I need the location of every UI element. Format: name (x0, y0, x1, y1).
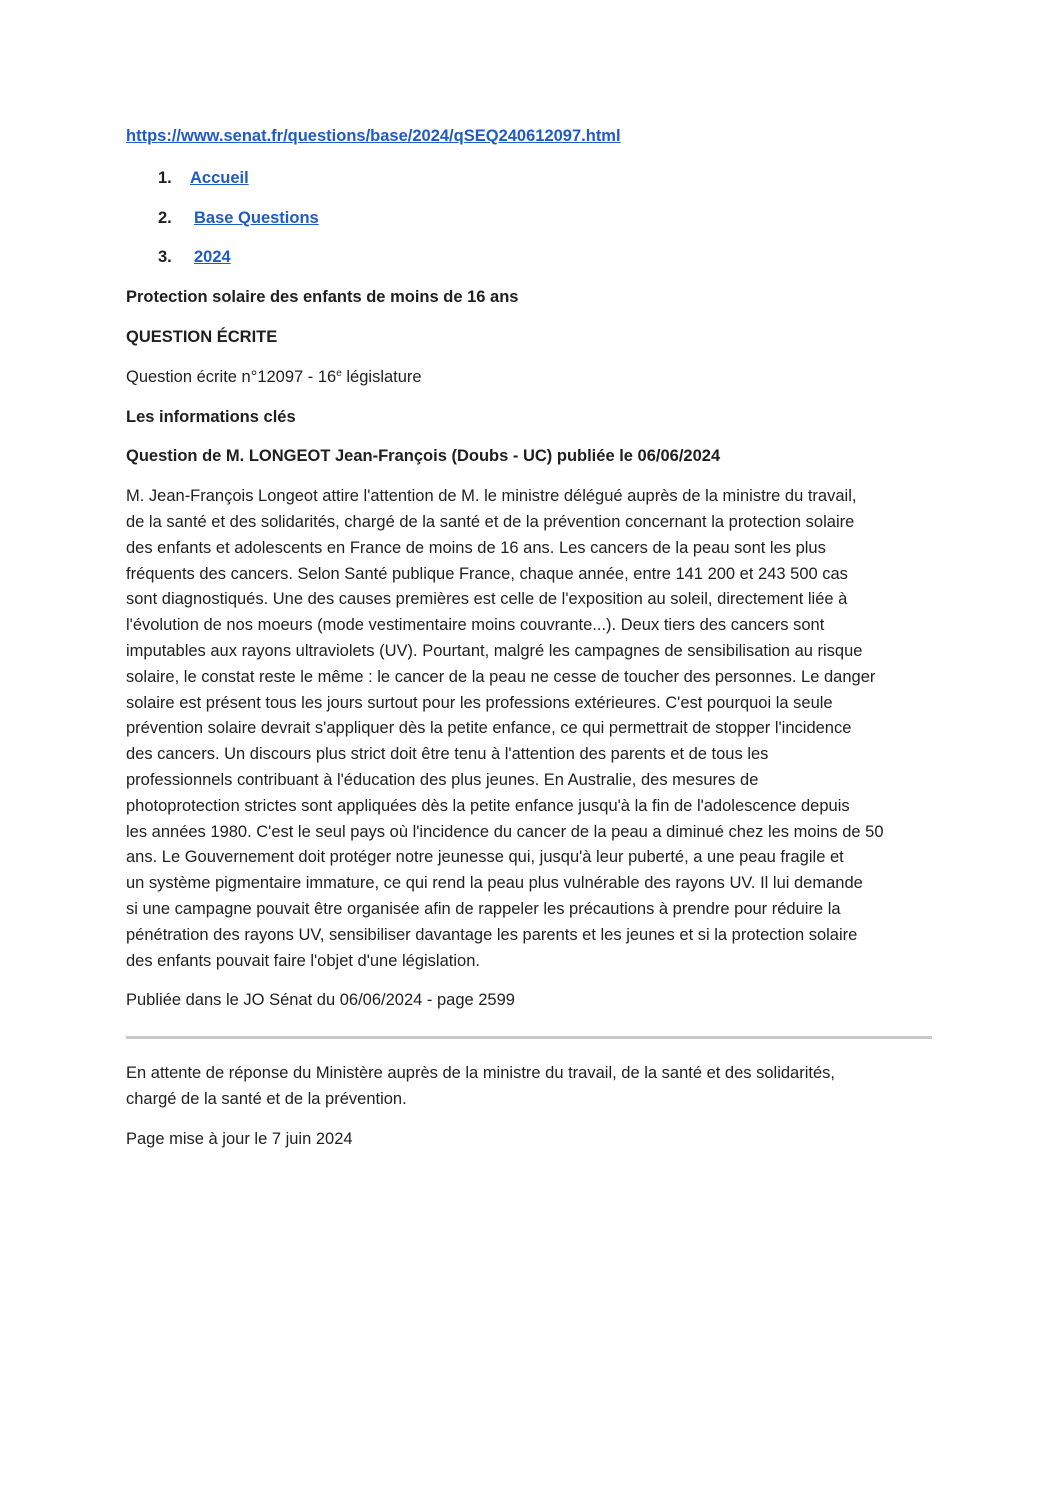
body-line: l'évolution de nos moeurs (mode vestimentaire moins couvrante...). Deux tiers des cancers sont (126, 616, 825, 635)
document-page (126, 124, 934, 1153)
body-line: de la santé et des solidarités, chargé de la santé et de la prévention concernant la protection solaire (126, 512, 855, 531)
reference-superscript: e (336, 367, 342, 379)
body-line: sont diagnostiqués. Une des causes premières est celle de l'exposition au soleil, directement liée à (126, 590, 848, 609)
body-line: photoprotection strictes sont appliquées dès la petite enfance jusqu'à la fin de l'adolescence depuis (126, 796, 850, 815)
section-divider (126, 1036, 932, 1039)
body-line: des cancers. Un discours plus strict doit être tenu à l'attention des parents et de tous les (126, 745, 769, 764)
breadcrumb-item-accueil (126, 166, 934, 192)
source-url-link[interactable]: https://www.senat.fr/questions/base/2024/qSEQ240612097.html (126, 127, 621, 145)
body-line: des enfants pouvait faire l'objet d'une législation. (126, 951, 480, 970)
breadcrumb-link-2024[interactable]: 2024 (194, 248, 231, 267)
breadcrumb-link-base-questions[interactable]: Base Questions (194, 208, 319, 227)
reference-text: Question écrite n°12097 - 16 (126, 367, 337, 386)
breadcrumb-number: 1. (158, 168, 172, 187)
question-title: Protection solaire des enfants de moins de 16 ans (126, 288, 519, 307)
body-line: les années 1980. C'est le seul pays où l'incidence du cancer de la peau a diminué chez les moins de 50 (126, 822, 884, 841)
body-line: prévention solaire devrait s'appliquer dès la petite enfance, ce qui permettrait de stopper l'incidence (126, 719, 852, 738)
body-line: des enfants et adolescents en France de moins de 16 ans. Les cancers de la peau sont les plus (126, 538, 826, 557)
body-line: fréquents des cancers. Selon Santé publique France, chaque année, entre 141 200 et 243 500 cas (126, 564, 848, 583)
breadcrumb-item-base-questions (126, 206, 934, 232)
body-line: si une campagne pouvait être organisée afin de rappeler les précautions à prendre pour réduire la (126, 899, 841, 918)
body-line: un système pigmentaire immature, ce qui rend la peau plus vulnérable des rayons UV. Il lui demande (126, 874, 863, 893)
pending-line: En attente de réponse du Ministère auprès de la ministre du travail, de la santé et des solidarités, (126, 1064, 835, 1083)
pending-line: chargé de la santé et de la prévention. (126, 1089, 407, 1108)
body-line: solaire est présent tous les jours surtout pour les professions extérieures. C'est pourquoi la seule (126, 693, 833, 712)
body-line: professionnels contribuant à l'éducation des plus jeunes. En Australie, des mesures de (126, 770, 759, 789)
question-reference (126, 365, 934, 391)
pending-response (126, 1061, 934, 1113)
reference-suffix: législature (341, 367, 422, 386)
key-info-heading: Les informations clés (126, 407, 296, 426)
last-updated: Page mise à jour le 7 juin 2024 (126, 1129, 353, 1148)
publication-info: Publiée dans le JO Sénat du 06/06/2024 - page 2599 (126, 991, 515, 1010)
breadcrumb-link-accueil[interactable]: Accueil (190, 168, 249, 187)
question-author-heading: Question de M. LONGEOT Jean-François (Doubs - UC) publiée le 06/06/2024 (126, 447, 721, 466)
question-body (126, 484, 934, 974)
body-line: imputables aux rayons ultraviolets (UV). Pourtant, malgré les campagnes de sensibilisation au risque (126, 641, 863, 660)
section-heading: QUESTION ÉCRITE (126, 327, 278, 346)
breadcrumb-number: 3. (158, 248, 172, 267)
body-line: solaire, le constat reste le même : le cancer de la peau ne cesse de toucher des personnes. Le danger (126, 667, 876, 686)
body-line: M. Jean-François Longeot attire l'attention de M. le ministre délégué auprès de la ministre du travail, (126, 487, 857, 506)
breadcrumb (126, 166, 934, 271)
breadcrumb-item-2024 (126, 245, 934, 271)
body-line: pénétration des rayons UV, sensibiliser davantage les parents et les jeunes et si la protection solaire (126, 925, 858, 944)
body-line: ans. Le Gouvernement doit protéger notre jeunesse qui, jusqu'à leur puberté, a une peau fragile et (126, 848, 844, 867)
breadcrumb-number: 2. (158, 208, 172, 227)
